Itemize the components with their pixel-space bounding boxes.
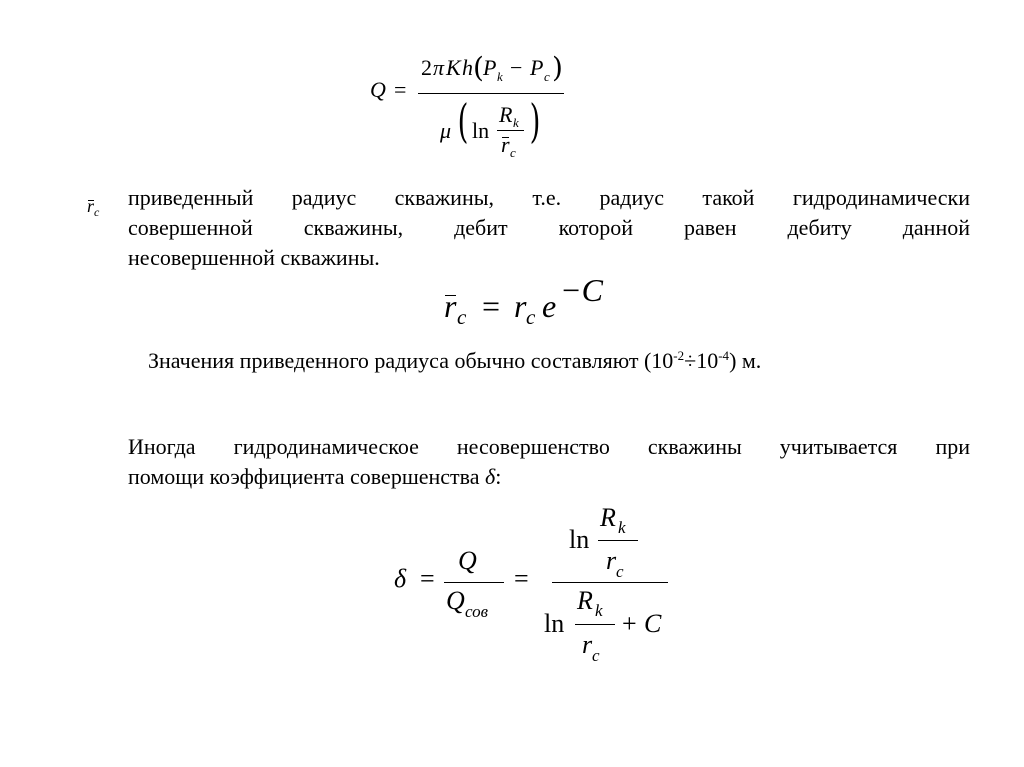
formula3-bot-r: r [582,630,593,659]
formula1-h: h [462,55,473,80]
formula3-top-ln: ln [569,525,590,554]
formula3-top-r: r [606,546,617,575]
formula1-eq: = [394,77,407,102]
formula1-rparen: ) [552,51,563,84]
formula1-lhs: Q [370,77,386,102]
formula3-num-Q: Q [458,546,477,575]
formula1-den-lparen: ( [457,94,469,148]
formula2-eq: = [482,288,501,324]
formula1-P1-sub: k [497,69,503,84]
formula3-plus: + [622,609,637,638]
formula1-den-rparen: ) [529,94,541,148]
paragraph2-mid: 10 [696,348,719,373]
paragraph3-line2 [128,462,970,492]
paragraph1-line3: несовершенной скважины. [128,245,380,270]
formula2-lhs-sub: c [457,305,467,329]
paragraph-reduced-radius-definition [128,183,970,273]
formula3-top-inner-bar [598,540,638,541]
formula-perfection-coefficient [392,500,682,680]
formula3-den-Q-sub: сов [465,602,489,621]
formula1-P2-sub: c [544,69,550,84]
formula3-top-R-sub: k [618,518,626,537]
formula1-fraction-bar [418,93,564,94]
formula2-e: e [542,288,557,324]
formula1-ln: ln [472,118,490,143]
formula3-bot-R-sub: k [595,601,603,620]
formula1-mu: μ [440,118,452,143]
formula1-P1: P [483,55,497,80]
paragraph2-div: ÷ [684,348,697,373]
formula1-r: r [501,132,510,157]
formula1-inner-bar [497,130,524,131]
formula3-bot-R: R [577,586,593,615]
formula1-K: K [446,55,461,80]
paragraph2-text-after: ) м. [729,348,762,373]
formula-reduced-radius [440,272,620,336]
formula3-C: C [644,609,662,638]
symbol-reduced-radius [87,196,99,220]
formula1-lparen: ( [473,51,484,84]
formula1-minus: − [510,55,523,80]
formula3-delta: δ [394,564,407,593]
formula2-exp: −C [560,272,603,308]
symbol-rc-r: r [87,196,95,216]
paragraph2-text-before: Значения приведенного радиуса обычно составляют (10 [148,348,674,373]
paragraph-typical-values [148,346,761,376]
formula1-R: R [499,102,513,127]
symbol-rc-sub: c [94,205,100,219]
formula3-bot-r-sub: c [592,646,600,665]
paragraph1-line1: приведенный радиус скважины, т.е. радиус такой гидродинамически [128,185,970,210]
formula3-bar2 [552,582,668,583]
formula1-coef: 2 [421,55,432,80]
formula3-bot-ln: ln [544,609,565,638]
formula3-eq1: = [420,564,435,593]
formula3-top-R: R [600,503,616,532]
paragraph3-delta: δ [485,464,496,489]
formula2-rhs-r: r [514,288,527,324]
formula3-bar1 [444,582,504,583]
formula2-lhs-r: r [444,288,457,324]
formula1-pi: π [433,55,445,80]
paragraph2-sup2: -4 [718,348,730,363]
formula1-r-sub: c [510,145,516,160]
formula3-eq2: = [514,564,529,593]
paragraph1-line2: совершенной скважины, дебит которой равен дебиту данной [128,215,970,240]
formula3-top-r-sub: c [616,562,624,581]
paragraph2-sup1: -2 [673,348,685,363]
formula1-R-sub: k [513,115,519,130]
formula-flow-rate [360,50,570,170]
paragraph3-line1: Иногда гидродинамическое несовершенство скважины учитывается при [128,434,970,459]
formula3-den-Q: Q [446,586,465,615]
paragraph3-colon: : [495,464,502,489]
formula2-rhs-sub: c [526,305,536,329]
formula1-P2: P [530,55,544,80]
paragraph3-line2-text: помощи коэффициента совершенства [128,464,486,489]
formula3-bot-inner-bar [575,624,615,625]
paragraph-perfection-coefficient [128,432,970,492]
